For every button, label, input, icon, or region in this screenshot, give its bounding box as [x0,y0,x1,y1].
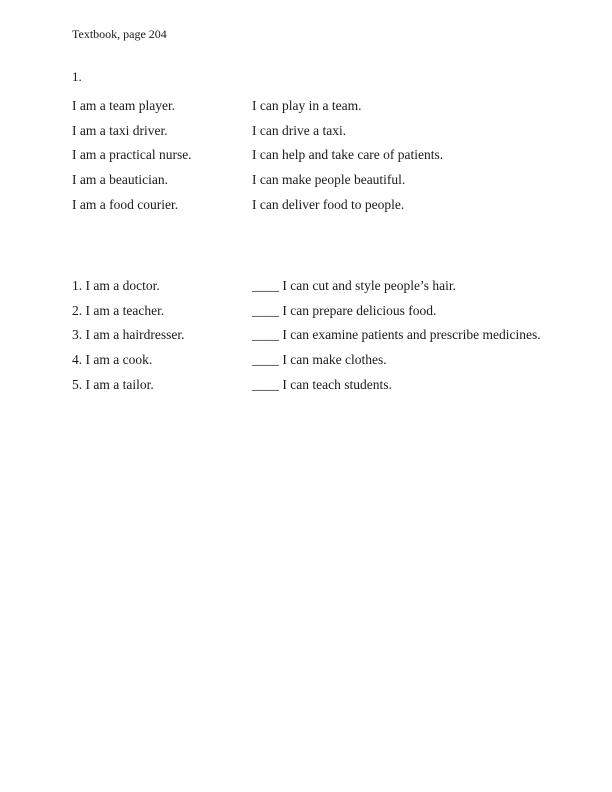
matching-exercise [72,277,592,400]
matching-row [72,351,592,376]
job-statement: I am a food courier. [72,196,179,212]
numbered-job: 4. I am a cook. [72,352,153,368]
blank-ability: ____ I can cut and style people’s hair. [252,278,456,293]
job-statement: I am a taxi driver. [72,122,168,138]
numbered-job: 2. I am a teacher. [72,302,165,318]
example-row [72,196,592,221]
numbered-job: 3. I am a hairdresser. [72,327,185,343]
example-row [72,171,592,196]
numbered-job: 5. I am a tailor. [72,376,154,392]
example-list [72,97,592,220]
job-statement: I am a beautician. [72,172,168,188]
example-row [72,97,592,122]
matching-row [72,326,592,351]
matching-row [72,376,592,401]
blank-ability: ____ I can teach students. [252,376,392,392]
job-statement: I am a practical nurse. [72,147,192,163]
example-row [72,146,592,171]
example-row [72,122,592,147]
matching-row [72,302,592,327]
blank-ability: ____ I can examine patients and prescribe medicines. [252,327,541,343]
matching-row [72,277,592,302]
ability-statement: I can deliver food to people. [252,196,405,212]
ability-statement: I can play in a team. [252,98,362,113]
job-statement: I am a team player. [72,98,176,113]
blank-ability: ____ I can prepare delicious food. [252,302,437,318]
numbered-job: 1. I am a doctor. [72,278,160,293]
exercise-number: 1. [72,69,82,84]
blank-ability: ____ I can make clothes. [252,352,387,368]
page-header: Textbook, page 204 [72,27,167,41]
ability-statement: I can drive a taxi. [252,122,347,138]
ability-statement: I can help and take care of patients. [252,147,444,163]
ability-statement: I can make people beautiful. [252,172,406,188]
